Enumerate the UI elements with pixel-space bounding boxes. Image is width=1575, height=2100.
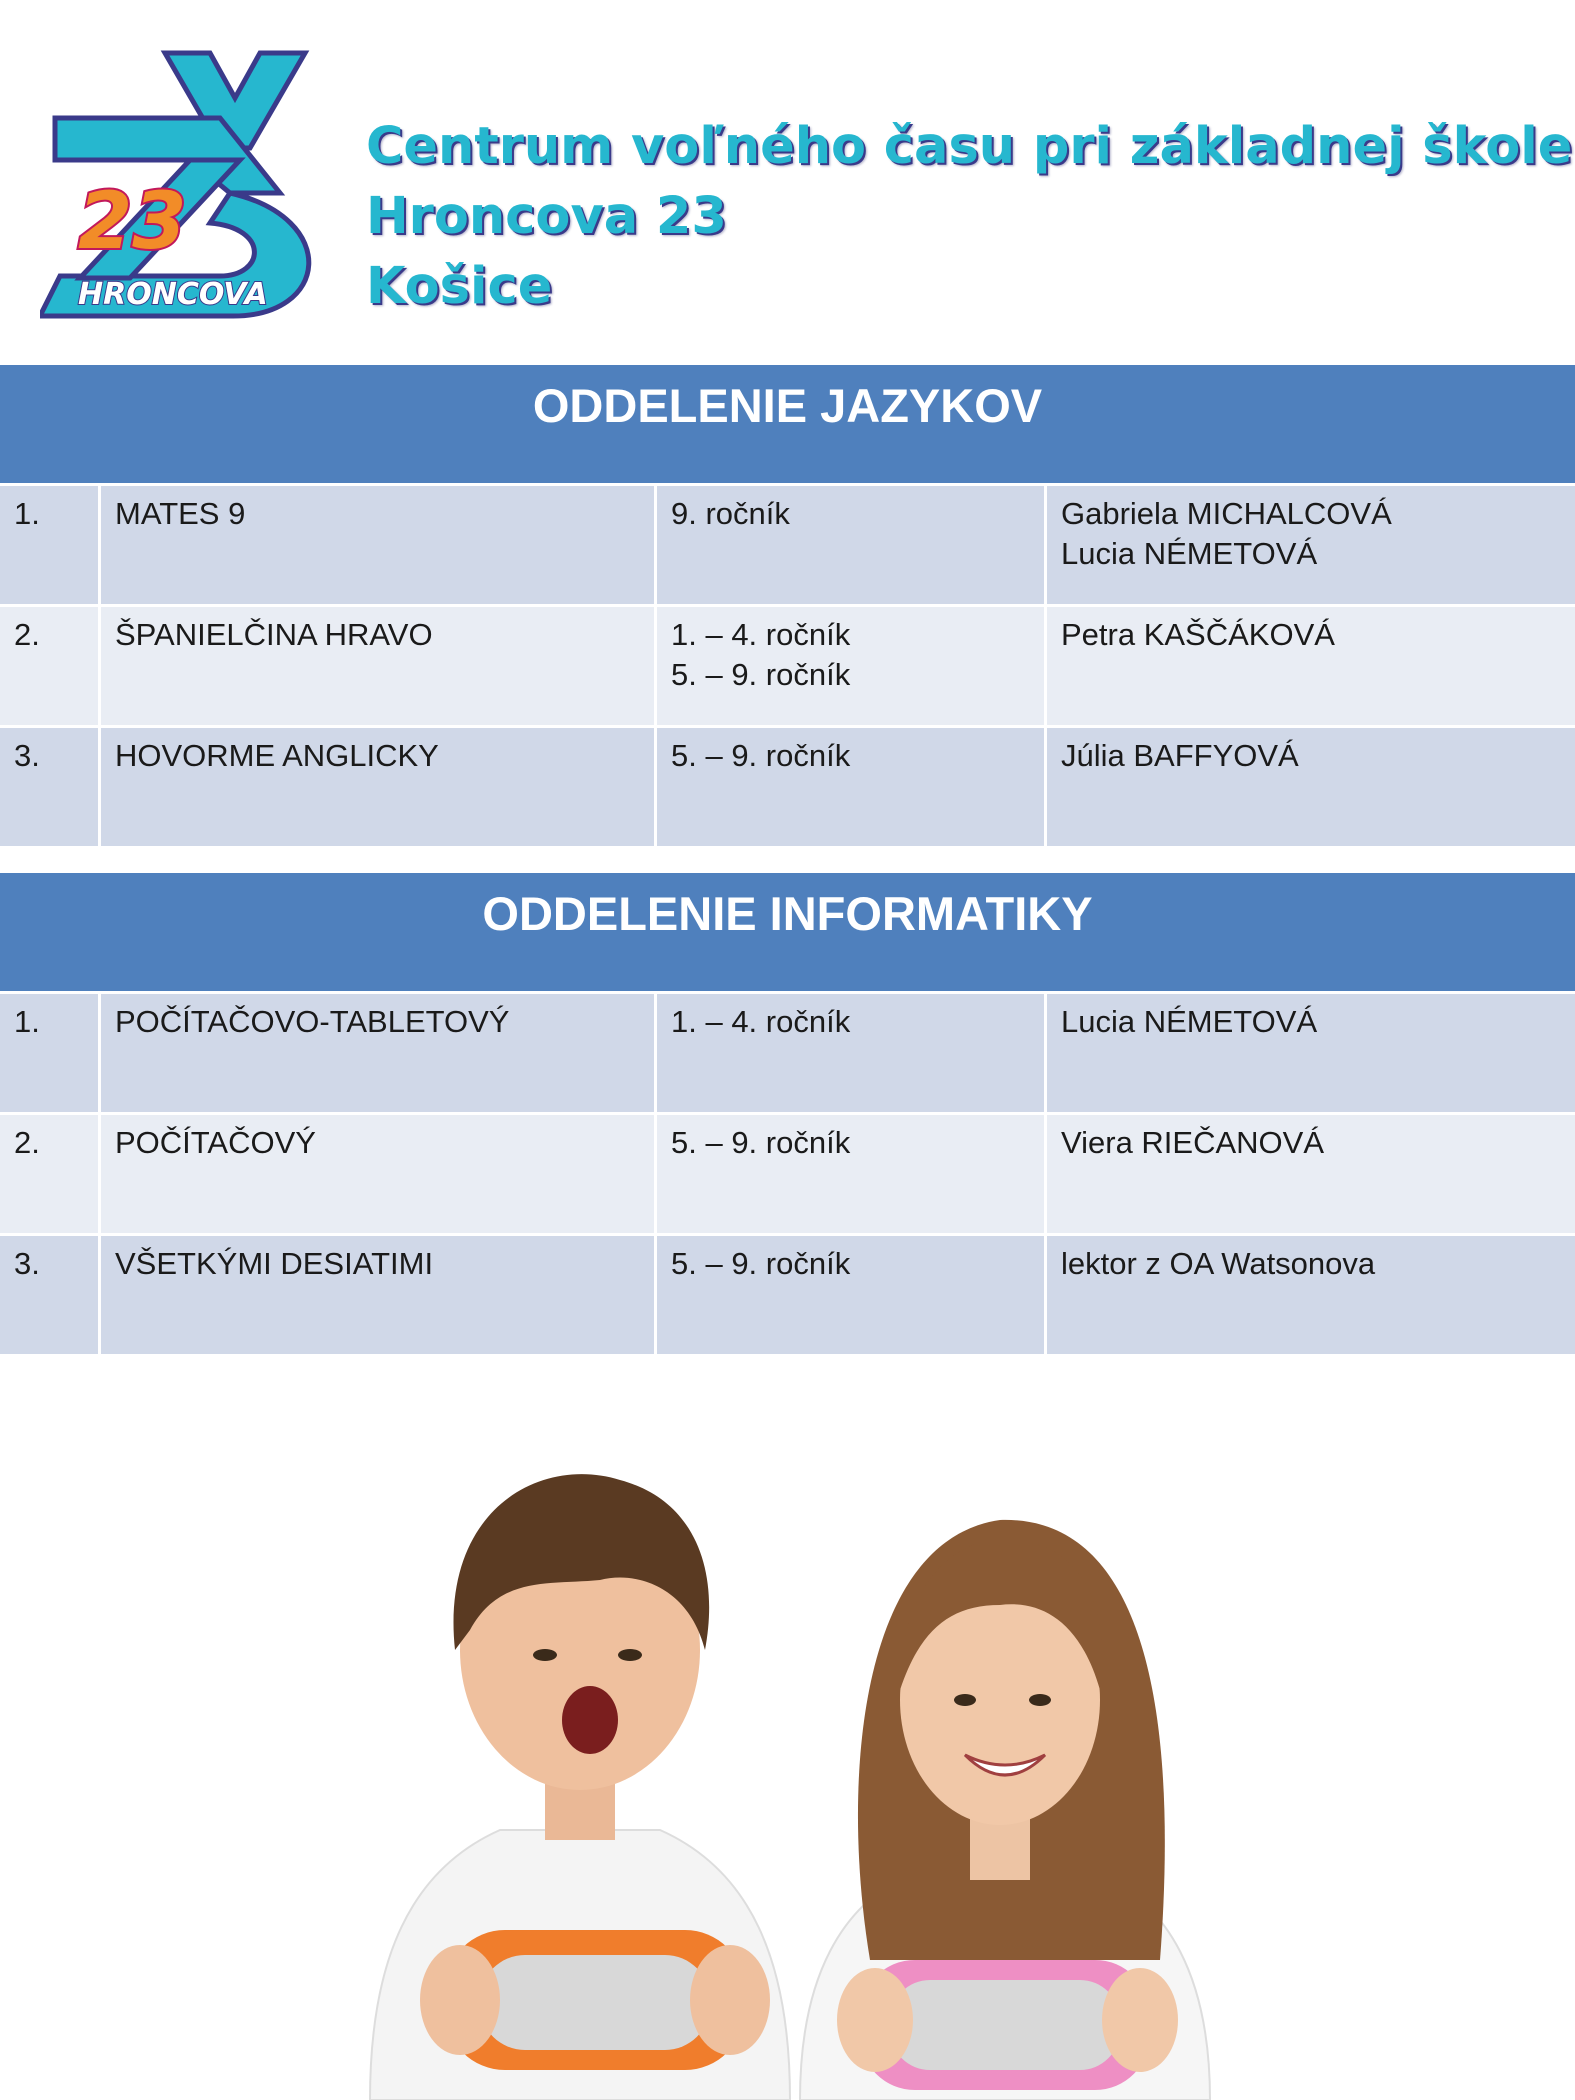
- club-grade: 5. – 9. ročník: [657, 1236, 1047, 1354]
- club-grade: 9. ročník: [657, 486, 1047, 604]
- club-teacher: lektor z OA Watsonova: [1061, 1246, 1376, 1281]
- club-teacher: Petra KAŠČÁKOVÁ: [1061, 617, 1335, 652]
- logo-name: HRONCOVA: [78, 277, 268, 312]
- table-row: [0, 1236, 1575, 1357]
- club-grade: 5. – 9. ročník: [657, 1115, 1047, 1233]
- club-grade: 5. – 9. ročník: [657, 728, 1047, 846]
- section-languages: [0, 365, 1575, 849]
- section-informatics: [0, 873, 1575, 1357]
- club-name: HOVORME ANGLICKY: [101, 728, 657, 846]
- club-grade: 1. – 4. ročník 5. – 9. ročník: [657, 607, 1047, 725]
- school-logo: [40, 48, 330, 323]
- section-title: ODDELENIE INFORMATIKY: [0, 873, 1575, 994]
- club-name: VŠETKÝMI DESIATIMI: [101, 1236, 657, 1354]
- club-name: POČÍTAČOVÝ: [101, 1115, 657, 1233]
- header-line-1: Centrum voľného času pri základnej škole: [366, 117, 1573, 176]
- header-line-3: Košice: [366, 257, 553, 316]
- row-number: 3.: [0, 728, 101, 846]
- table-row: [0, 607, 1575, 728]
- club-teacher: Gabriela MICHALCOVÁ Lucia NÉMETOVÁ: [1061, 496, 1392, 571]
- table-row: [0, 728, 1575, 849]
- logo-number: 23: [78, 177, 187, 267]
- club-teacher: Viera RIEČANOVÁ: [1061, 1125, 1325, 1160]
- section-title: ODDELENIE JAZYKOV: [0, 365, 1575, 486]
- club-teacher: Lucia NÉMETOVÁ: [1061, 1004, 1318, 1039]
- row-number: 2.: [0, 607, 101, 725]
- row-number: 2.: [0, 1115, 101, 1233]
- table-row: [0, 1115, 1575, 1236]
- row-number: 1.: [0, 486, 101, 604]
- girl-figure: [800, 1520, 1210, 2100]
- header-title: [366, 112, 1572, 322]
- club-name: ŠPANIELČINA HRAVO: [101, 607, 657, 725]
- club-teacher: Júlia BAFFYOVÁ: [1061, 738, 1299, 773]
- row-number: 1.: [0, 994, 101, 1112]
- header-line-2: Hroncova 23: [366, 187, 727, 246]
- club-name: MATES 9: [101, 486, 657, 604]
- club-name: POČÍTAČOVO-TABLETOVÝ: [101, 994, 657, 1112]
- club-grade: 1. – 4. ročník: [657, 994, 1047, 1112]
- table-row: [0, 486, 1575, 607]
- boy-figure: [370, 1474, 790, 2100]
- children-with-tablets-photo: [300, 1400, 1300, 2100]
- row-number: 3.: [0, 1236, 101, 1354]
- table-row: [0, 994, 1575, 1115]
